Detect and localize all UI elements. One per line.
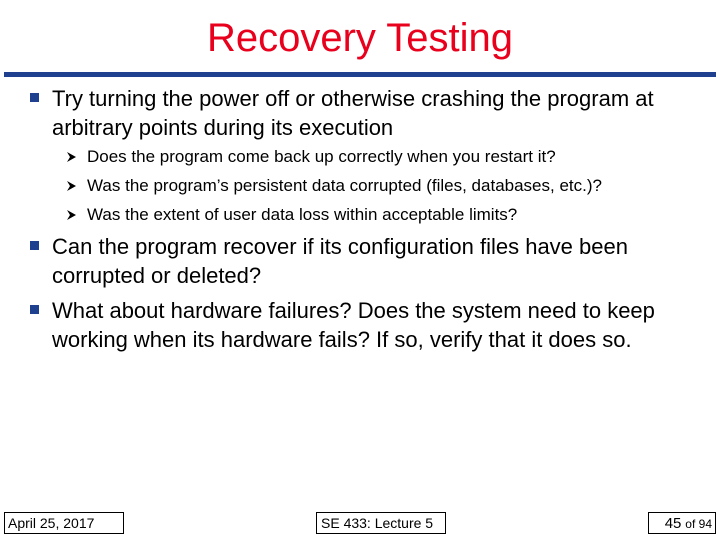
- sub-bullet-item-1: [66, 142, 716, 171]
- sub-bullet-text: Was the extent of user data loss within acceptable limits?: [87, 205, 518, 224]
- sub-bullet-item-2: [66, 171, 716, 200]
- arrowhead-bullet-icon: [66, 209, 77, 221]
- sub-bullet-item-3: [66, 200, 716, 229]
- footer-course: SE 433: Lecture 5: [316, 512, 446, 534]
- footer-page-number: [648, 512, 716, 534]
- square-bullet-icon: [30, 241, 39, 250]
- arrowhead-bullet-icon: [66, 180, 77, 192]
- sub-bullet-list: [66, 142, 716, 229]
- footer-date: April 25, 2017: [4, 512, 124, 534]
- arrowhead-bullet-icon: [66, 151, 77, 163]
- bullet-item-2: [30, 232, 710, 290]
- page-number: 45: [664, 515, 682, 532]
- bullet-item-1: [30, 84, 710, 142]
- bullet-text: Can the program recover if its configuration files have been corrupted or deleted?: [52, 234, 628, 288]
- title-divider: [4, 72, 716, 77]
- square-bullet-icon: [30, 93, 39, 102]
- page-total: of 94: [685, 517, 712, 531]
- sub-bullet-text: Does the program come back up correctly when you restart it?: [87, 147, 556, 166]
- sub-bullet-text: Was the program’s persistent data corrupted (files, databases, etc.)?: [87, 176, 602, 195]
- square-bullet-icon: [30, 305, 39, 314]
- bullet-item-3: [30, 296, 710, 354]
- bullet-text: Try turning the power off or otherwise crashing the program at arbitrary points during its execution: [52, 86, 654, 140]
- bullet-text: What about hardware failures? Does the system need to keep working when its hardware fails? If so, verify that it does so.: [52, 298, 655, 352]
- slide-title: Recovery Testing: [206, 16, 514, 60]
